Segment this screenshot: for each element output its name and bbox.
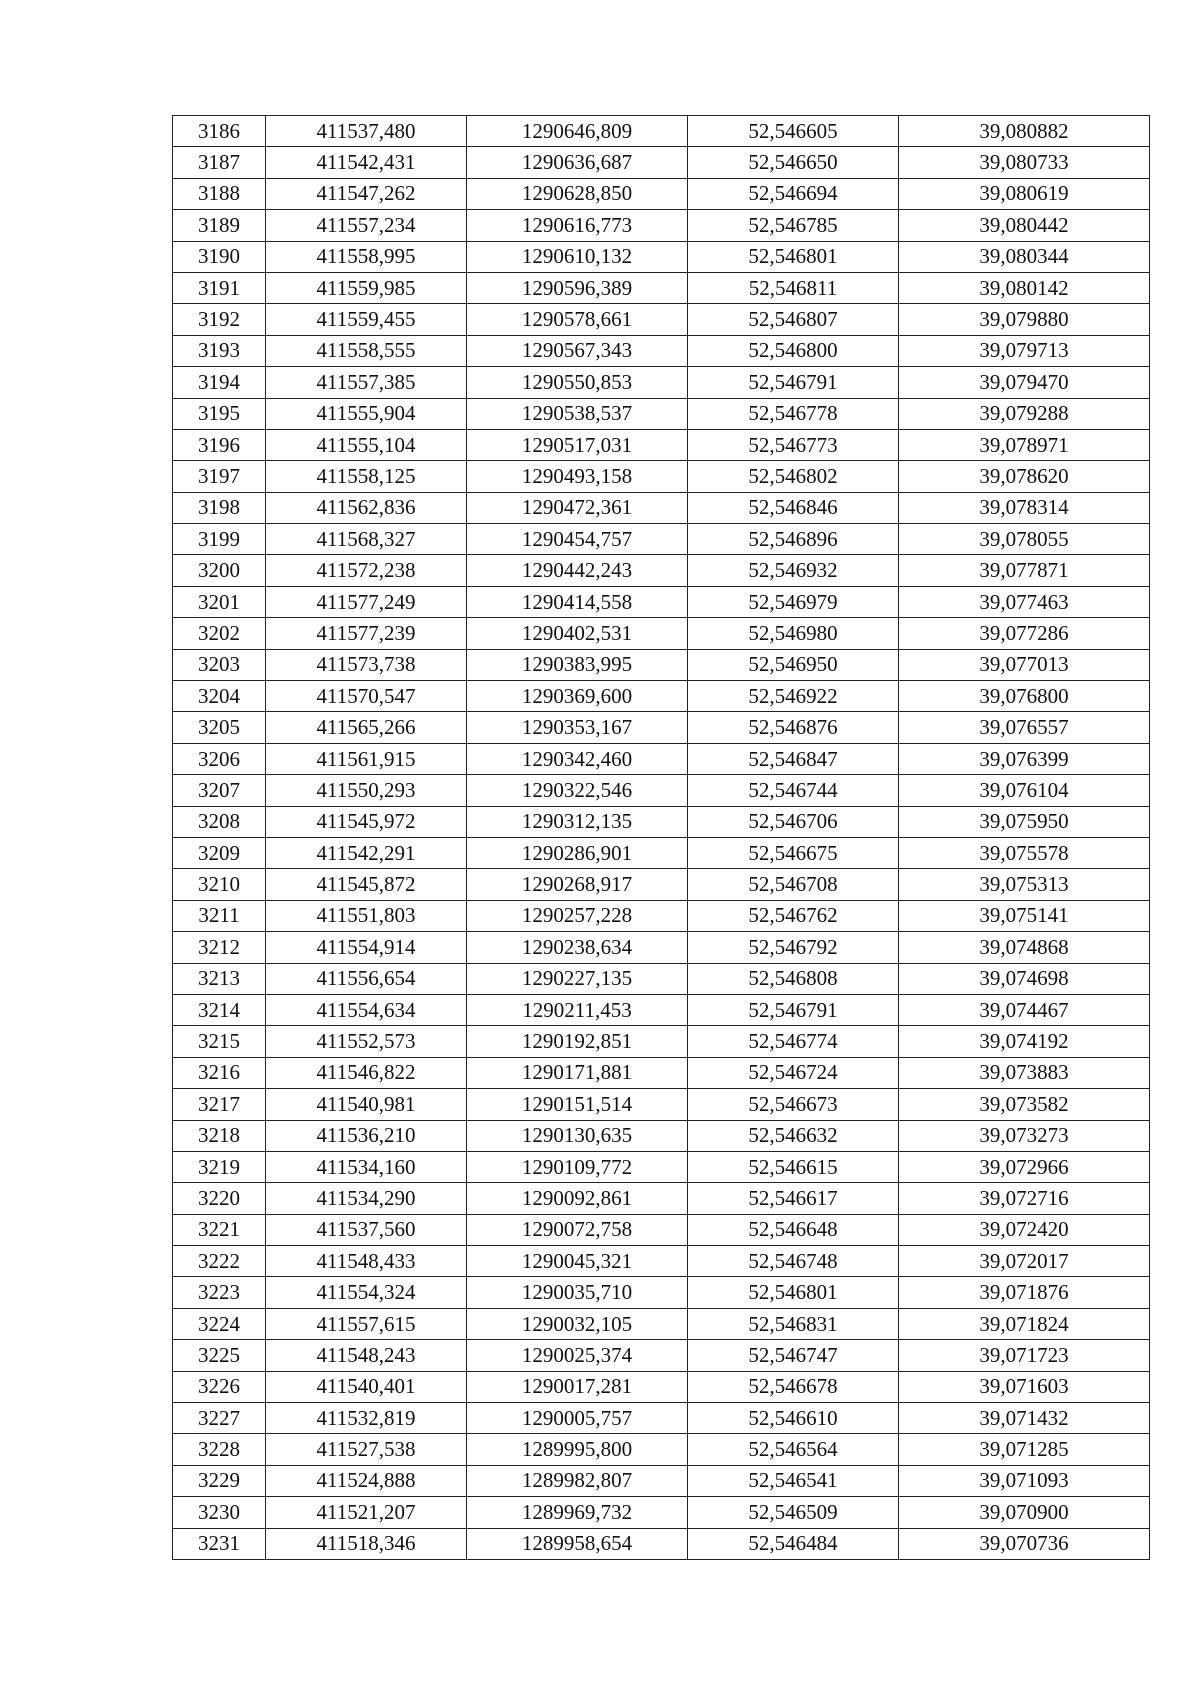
latitude-cell: 52,546876: [688, 712, 899, 743]
longitude-cell: 39,074698: [899, 963, 1150, 994]
y-coordinate-cell: 1290151,514: [467, 1089, 688, 1120]
y-coordinate-cell: 1290032,105: [467, 1308, 688, 1339]
y-coordinate-cell: 1290636,687: [467, 147, 688, 178]
y-coordinate-cell: 1290414,558: [467, 586, 688, 617]
latitude-cell: 52,546748: [688, 1246, 899, 1277]
longitude-cell: 39,071285: [899, 1434, 1150, 1465]
x-coordinate-cell: 411542,291: [266, 837, 467, 868]
table-row: [173, 806, 1150, 837]
latitude-cell: 52,546673: [688, 1089, 899, 1120]
x-coordinate-cell: 411550,293: [266, 775, 467, 806]
x-coordinate-cell: 411568,327: [266, 524, 467, 555]
y-coordinate-cell: 1290442,243: [467, 555, 688, 586]
longitude-cell: 39,070900: [899, 1497, 1150, 1528]
longitude-cell: 39,075313: [899, 869, 1150, 900]
point-number-cell: 3222: [173, 1246, 266, 1277]
point-number-cell: 3201: [173, 586, 266, 617]
table-row: [173, 147, 1150, 178]
y-coordinate-cell: 1290109,772: [467, 1151, 688, 1182]
x-coordinate-cell: 411561,915: [266, 743, 467, 774]
x-coordinate-cell: 411537,560: [266, 1214, 467, 1245]
table-row: [173, 932, 1150, 963]
point-number-cell: 3229: [173, 1465, 266, 1496]
x-coordinate-cell: 411540,981: [266, 1089, 467, 1120]
y-coordinate-cell: 1290454,757: [467, 524, 688, 555]
longitude-cell: 39,077871: [899, 555, 1150, 586]
table-row: [173, 1246, 1150, 1277]
longitude-cell: 39,080619: [899, 178, 1150, 209]
longitude-cell: 39,071723: [899, 1340, 1150, 1371]
latitude-cell: 52,546811: [688, 272, 899, 303]
x-coordinate-cell: 411546,822: [266, 1057, 467, 1088]
table-row: [173, 1183, 1150, 1214]
y-coordinate-cell: 1290257,228: [467, 900, 688, 931]
table-row: [173, 398, 1150, 429]
x-coordinate-cell: 411570,547: [266, 681, 467, 712]
latitude-cell: 52,546617: [688, 1183, 899, 1214]
longitude-cell: 39,078055: [899, 524, 1150, 555]
x-coordinate-cell: 411556,654: [266, 963, 467, 994]
table-row: [173, 900, 1150, 931]
x-coordinate-cell: 411557,234: [266, 210, 467, 241]
x-coordinate-cell: 411537,480: [266, 116, 467, 147]
longitude-cell: 39,072716: [899, 1183, 1150, 1214]
point-number-cell: 3198: [173, 492, 266, 523]
table-row: [173, 1465, 1150, 1496]
point-number-cell: 3213: [173, 963, 266, 994]
x-coordinate-cell: 411524,888: [266, 1465, 467, 1496]
table-row: [173, 1057, 1150, 1088]
table-row: [173, 1089, 1150, 1120]
table-row: [173, 586, 1150, 617]
x-coordinate-cell: 411577,239: [266, 618, 467, 649]
x-coordinate-cell: 411534,160: [266, 1151, 467, 1182]
y-coordinate-cell: 1290025,374: [467, 1340, 688, 1371]
longitude-cell: 39,079470: [899, 367, 1150, 398]
table-row: [173, 1151, 1150, 1182]
point-number-cell: 3219: [173, 1151, 266, 1182]
y-coordinate-cell: 1290322,546: [467, 775, 688, 806]
latitude-cell: 52,546802: [688, 461, 899, 492]
point-number-cell: 3208: [173, 806, 266, 837]
point-number-cell: 3217: [173, 1089, 266, 1120]
point-number-cell: 3196: [173, 429, 266, 460]
longitude-cell: 39,076399: [899, 743, 1150, 774]
y-coordinate-cell: 1290578,661: [467, 304, 688, 335]
x-coordinate-cell: 411542,431: [266, 147, 467, 178]
y-coordinate-cell: 1290646,809: [467, 116, 688, 147]
table-row: [173, 869, 1150, 900]
longitude-cell: 39,074192: [899, 1026, 1150, 1057]
x-coordinate-cell: 411527,538: [266, 1434, 467, 1465]
longitude-cell: 39,076800: [899, 681, 1150, 712]
latitude-cell: 52,546650: [688, 147, 899, 178]
longitude-cell: 39,076557: [899, 712, 1150, 743]
y-coordinate-cell: 1290538,537: [467, 398, 688, 429]
y-coordinate-cell: 1290092,861: [467, 1183, 688, 1214]
latitude-cell: 52,546605: [688, 116, 899, 147]
x-coordinate-cell: 411554,634: [266, 994, 467, 1025]
point-number-cell: 3202: [173, 618, 266, 649]
y-coordinate-cell: 1290369,600: [467, 681, 688, 712]
point-number-cell: 3200: [173, 555, 266, 586]
x-coordinate-cell: 411548,433: [266, 1246, 467, 1277]
y-coordinate-cell: 1290567,343: [467, 335, 688, 366]
longitude-cell: 39,075141: [899, 900, 1150, 931]
y-coordinate-cell: 1290072,758: [467, 1214, 688, 1245]
latitude-cell: 52,546792: [688, 932, 899, 963]
longitude-cell: 39,071876: [899, 1277, 1150, 1308]
x-coordinate-cell: 411558,995: [266, 241, 467, 272]
y-coordinate-cell: 1290130,635: [467, 1120, 688, 1151]
y-coordinate-cell: 1290616,773: [467, 210, 688, 241]
x-coordinate-cell: 411559,455: [266, 304, 467, 335]
longitude-cell: 39,080442: [899, 210, 1150, 241]
y-coordinate-cell: 1289982,807: [467, 1465, 688, 1496]
table-row: [173, 681, 1150, 712]
table-row: [173, 335, 1150, 366]
longitude-cell: 39,077463: [899, 586, 1150, 617]
latitude-cell: 52,546773: [688, 429, 899, 460]
y-coordinate-cell: 1290472,361: [467, 492, 688, 523]
longitude-cell: 39,080733: [899, 147, 1150, 178]
point-number-cell: 3205: [173, 712, 266, 743]
x-coordinate-cell: 411545,872: [266, 869, 467, 900]
latitude-cell: 52,546896: [688, 524, 899, 555]
table-row: [173, 1403, 1150, 1434]
x-coordinate-cell: 411558,125: [266, 461, 467, 492]
longitude-cell: 39,071603: [899, 1371, 1150, 1402]
latitude-cell: 52,546950: [688, 649, 899, 680]
longitude-cell: 39,076104: [899, 775, 1150, 806]
y-coordinate-cell: 1289958,654: [467, 1528, 688, 1559]
table-row: [173, 1434, 1150, 1465]
point-number-cell: 3231: [173, 1528, 266, 1559]
table-row: [173, 116, 1150, 147]
longitude-cell: 39,080142: [899, 272, 1150, 303]
table-row: [173, 210, 1150, 241]
point-number-cell: 3187: [173, 147, 266, 178]
x-coordinate-cell: 411558,555: [266, 335, 467, 366]
latitude-cell: 52,546801: [688, 1277, 899, 1308]
point-number-cell: 3223: [173, 1277, 266, 1308]
latitude-cell: 52,546831: [688, 1308, 899, 1339]
table-row: [173, 178, 1150, 209]
x-coordinate-cell: 411573,738: [266, 649, 467, 680]
table-row: [173, 994, 1150, 1025]
y-coordinate-cell: 1290005,757: [467, 1403, 688, 1434]
point-number-cell: 3215: [173, 1026, 266, 1057]
longitude-cell: 39,079288: [899, 398, 1150, 429]
table-row: [173, 429, 1150, 460]
coordinates-table-body: [173, 116, 1150, 1560]
latitude-cell: 52,546801: [688, 241, 899, 272]
longitude-cell: 39,071824: [899, 1308, 1150, 1339]
longitude-cell: 39,074467: [899, 994, 1150, 1025]
y-coordinate-cell: 1290017,281: [467, 1371, 688, 1402]
y-coordinate-cell: 1290383,995: [467, 649, 688, 680]
point-number-cell: 3230: [173, 1497, 266, 1528]
y-coordinate-cell: 1290171,881: [467, 1057, 688, 1088]
table-row: [173, 712, 1150, 743]
latitude-cell: 52,546762: [688, 900, 899, 931]
y-coordinate-cell: 1290227,135: [467, 963, 688, 994]
y-coordinate-cell: 1290268,917: [467, 869, 688, 900]
point-number-cell: 3190: [173, 241, 266, 272]
x-coordinate-cell: 411565,266: [266, 712, 467, 743]
y-coordinate-cell: 1290286,901: [467, 837, 688, 868]
latitude-cell: 52,546808: [688, 963, 899, 994]
y-coordinate-cell: 1290342,460: [467, 743, 688, 774]
latitude-cell: 52,546541: [688, 1465, 899, 1496]
latitude-cell: 52,546778: [688, 398, 899, 429]
latitude-cell: 52,546706: [688, 806, 899, 837]
y-coordinate-cell: 1289995,800: [467, 1434, 688, 1465]
longitude-cell: 39,071093: [899, 1465, 1150, 1496]
point-number-cell: 3216: [173, 1057, 266, 1088]
x-coordinate-cell: 411554,324: [266, 1277, 467, 1308]
table-row: [173, 1371, 1150, 1402]
longitude-cell: 39,072017: [899, 1246, 1150, 1277]
y-coordinate-cell: 1290192,851: [467, 1026, 688, 1057]
x-coordinate-cell: 411552,573: [266, 1026, 467, 1057]
y-coordinate-cell: 1290628,850: [467, 178, 688, 209]
table-row: [173, 1497, 1150, 1528]
x-coordinate-cell: 411557,615: [266, 1308, 467, 1339]
x-coordinate-cell: 411545,972: [266, 806, 467, 837]
latitude-cell: 52,546847: [688, 743, 899, 774]
point-number-cell: 3197: [173, 461, 266, 492]
longitude-cell: 39,073883: [899, 1057, 1150, 1088]
point-number-cell: 3199: [173, 524, 266, 555]
point-number-cell: 3189: [173, 210, 266, 241]
point-number-cell: 3188: [173, 178, 266, 209]
point-number-cell: 3207: [173, 775, 266, 806]
y-coordinate-cell: 1290035,710: [467, 1277, 688, 1308]
longitude-cell: 39,080882: [899, 116, 1150, 147]
x-coordinate-cell: 411534,290: [266, 1183, 467, 1214]
x-coordinate-cell: 411521,207: [266, 1497, 467, 1528]
y-coordinate-cell: 1290493,158: [467, 461, 688, 492]
table-row: [173, 1026, 1150, 1057]
latitude-cell: 52,546744: [688, 775, 899, 806]
point-number-cell: 3214: [173, 994, 266, 1025]
latitude-cell: 52,546807: [688, 304, 899, 335]
x-coordinate-cell: 411532,819: [266, 1403, 467, 1434]
point-number-cell: 3210: [173, 869, 266, 900]
x-coordinate-cell: 411555,104: [266, 429, 467, 460]
point-number-cell: 3193: [173, 335, 266, 366]
y-coordinate-cell: 1290353,167: [467, 712, 688, 743]
table-row: [173, 1120, 1150, 1151]
table-row: [173, 304, 1150, 335]
point-number-cell: 3212: [173, 932, 266, 963]
table-row: [173, 1340, 1150, 1371]
y-coordinate-cell: 1290402,531: [467, 618, 688, 649]
point-number-cell: 3225: [173, 1340, 266, 1371]
latitude-cell: 52,546675: [688, 837, 899, 868]
table-row: [173, 1214, 1150, 1245]
table-row: [173, 461, 1150, 492]
latitude-cell: 52,546724: [688, 1057, 899, 1088]
x-coordinate-cell: 411536,210: [266, 1120, 467, 1151]
table-row: [173, 492, 1150, 523]
table-row: [173, 367, 1150, 398]
latitude-cell: 52,546484: [688, 1528, 899, 1559]
point-number-cell: 3206: [173, 743, 266, 774]
longitude-cell: 39,077286: [899, 618, 1150, 649]
latitude-cell: 52,546979: [688, 586, 899, 617]
x-coordinate-cell: 411557,385: [266, 367, 467, 398]
y-coordinate-cell: 1290610,132: [467, 241, 688, 272]
point-number-cell: 3211: [173, 900, 266, 931]
latitude-cell: 52,546632: [688, 1120, 899, 1151]
table-row: [173, 1528, 1150, 1559]
table-row: [173, 775, 1150, 806]
table-row: [173, 555, 1150, 586]
point-number-cell: 3203: [173, 649, 266, 680]
latitude-cell: 52,546694: [688, 178, 899, 209]
table-row: [173, 1308, 1150, 1339]
latitude-cell: 52,546791: [688, 994, 899, 1025]
longitude-cell: 39,073582: [899, 1089, 1150, 1120]
x-coordinate-cell: 411572,238: [266, 555, 467, 586]
longitude-cell: 39,077013: [899, 649, 1150, 680]
x-coordinate-cell: 411540,401: [266, 1371, 467, 1402]
latitude-cell: 52,546678: [688, 1371, 899, 1402]
latitude-cell: 52,546774: [688, 1026, 899, 1057]
latitude-cell: 52,546791: [688, 367, 899, 398]
y-coordinate-cell: 1290550,853: [467, 367, 688, 398]
point-number-cell: 3192: [173, 304, 266, 335]
point-number-cell: 3226: [173, 1371, 266, 1402]
point-number-cell: 3227: [173, 1403, 266, 1434]
x-coordinate-cell: 411518,346: [266, 1528, 467, 1559]
latitude-cell: 52,546615: [688, 1151, 899, 1182]
point-number-cell: 3228: [173, 1434, 266, 1465]
table-row: [173, 524, 1150, 555]
latitude-cell: 52,546708: [688, 869, 899, 900]
y-coordinate-cell: 1290312,135: [467, 806, 688, 837]
longitude-cell: 39,072966: [899, 1151, 1150, 1182]
point-number-cell: 3218: [173, 1120, 266, 1151]
longitude-cell: 39,072420: [899, 1214, 1150, 1245]
x-coordinate-cell: 411551,803: [266, 900, 467, 931]
latitude-cell: 52,546785: [688, 210, 899, 241]
x-coordinate-cell: 411554,914: [266, 932, 467, 963]
table-row: [173, 618, 1150, 649]
point-number-cell: 3204: [173, 681, 266, 712]
latitude-cell: 52,546846: [688, 492, 899, 523]
longitude-cell: 39,078314: [899, 492, 1150, 523]
longitude-cell: 39,073273: [899, 1120, 1150, 1151]
point-number-cell: 3191: [173, 272, 266, 303]
point-number-cell: 3209: [173, 837, 266, 868]
latitude-cell: 52,546800: [688, 335, 899, 366]
point-number-cell: 3221: [173, 1214, 266, 1245]
x-coordinate-cell: 411559,985: [266, 272, 467, 303]
x-coordinate-cell: 411562,836: [266, 492, 467, 523]
y-coordinate-cell: 1290045,321: [467, 1246, 688, 1277]
longitude-cell: 39,079713: [899, 335, 1150, 366]
longitude-cell: 39,079880: [899, 304, 1150, 335]
x-coordinate-cell: 411547,262: [266, 178, 467, 209]
longitude-cell: 39,078971: [899, 429, 1150, 460]
longitude-cell: 39,080344: [899, 241, 1150, 272]
point-number-cell: 3194: [173, 367, 266, 398]
x-coordinate-cell: 411577,249: [266, 586, 467, 617]
latitude-cell: 52,546980: [688, 618, 899, 649]
longitude-cell: 39,070736: [899, 1528, 1150, 1559]
table-row: [173, 241, 1150, 272]
y-coordinate-cell: 1289969,732: [467, 1497, 688, 1528]
table-row: [173, 837, 1150, 868]
y-coordinate-cell: 1290517,031: [467, 429, 688, 460]
longitude-cell: 39,075950: [899, 806, 1150, 837]
y-coordinate-cell: 1290596,389: [467, 272, 688, 303]
longitude-cell: 39,078620: [899, 461, 1150, 492]
latitude-cell: 52,546648: [688, 1214, 899, 1245]
x-coordinate-cell: 411548,243: [266, 1340, 467, 1371]
latitude-cell: 52,546747: [688, 1340, 899, 1371]
point-number-cell: 3195: [173, 398, 266, 429]
y-coordinate-cell: 1290238,634: [467, 932, 688, 963]
table-row: [173, 649, 1150, 680]
longitude-cell: 39,074868: [899, 932, 1150, 963]
latitude-cell: 52,546610: [688, 1403, 899, 1434]
point-number-cell: 3220: [173, 1183, 266, 1214]
coordinates-table: [172, 115, 1150, 1560]
point-number-cell: 3224: [173, 1308, 266, 1339]
point-number-cell: 3186: [173, 116, 266, 147]
latitude-cell: 52,546564: [688, 1434, 899, 1465]
longitude-cell: 39,075578: [899, 837, 1150, 868]
y-coordinate-cell: 1290211,453: [467, 994, 688, 1025]
latitude-cell: 52,546932: [688, 555, 899, 586]
latitude-cell: 52,546922: [688, 681, 899, 712]
table-row: [173, 963, 1150, 994]
table-row: [173, 743, 1150, 774]
longitude-cell: 39,071432: [899, 1403, 1150, 1434]
latitude-cell: 52,546509: [688, 1497, 899, 1528]
table-row: [173, 272, 1150, 303]
table-row: [173, 1277, 1150, 1308]
x-coordinate-cell: 411555,904: [266, 398, 467, 429]
